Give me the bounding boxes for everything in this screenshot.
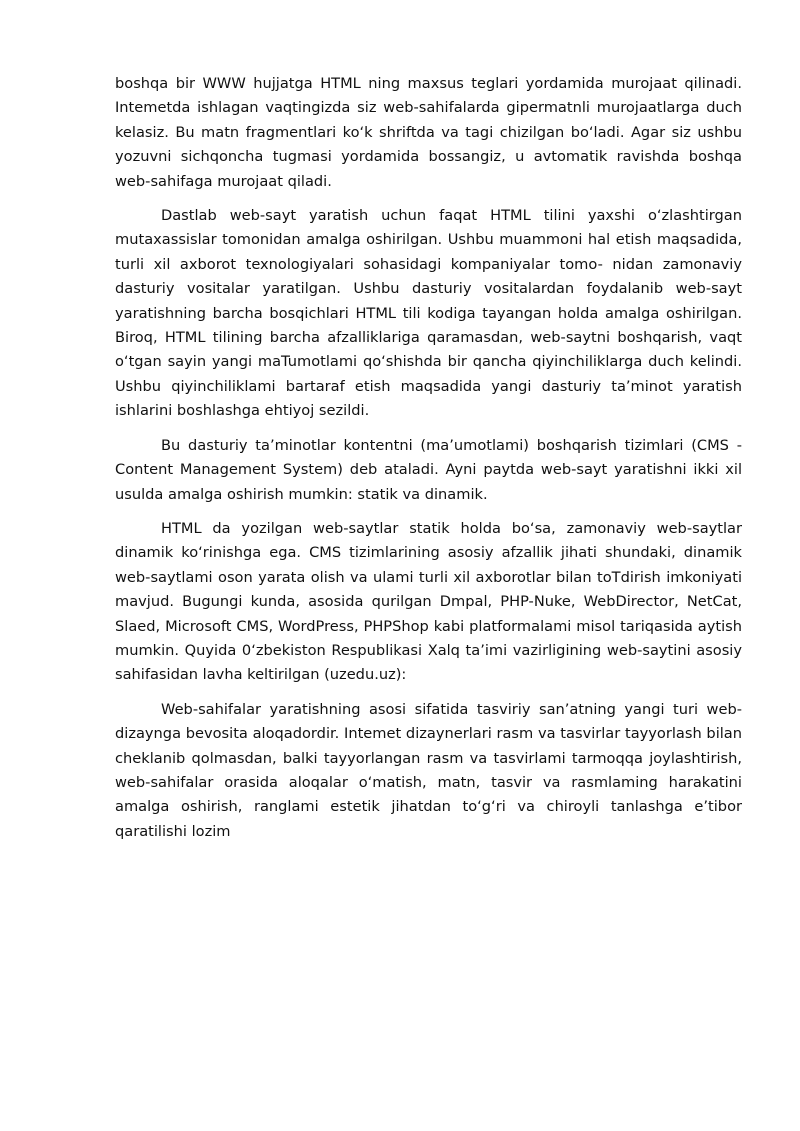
paragraph-web-design: Web-sahifalar yaratishning asosi sifatida tasviriy san’atning yangi turi web-dizaynga bevosita aloqadordir. Intemet dizaynerlari rasm va tasvirlar tayyorlash bilan cheklanib qolmasdan, balki tayyorlangan rasm va tasvirlami tarmoqqa joylashtirish, web-sahifalar orasida aloqalar o‘matish, matn, tasvir va rasmlaming harakatini amalga oshirish, ranglami estetik jihatdan to‘g‘ri va chiroyli tanlashga e’tibor qaratilishi lozim <box>115 700 742 840</box>
paragraph-static-dynamic: HTML da yozilgan web-saytlar statik holda bo‘sa, zamonaviy web-saytlar dinamik ko‘rinishga ega. CMS tizimlarining asosiy afzallik jihati shundaki, dinamik web-saytlami oson yarata olish va ulami turli xil axborotlar bilan toTdirish imkoniyati mavjud. Bugungi kunda, asosida qurilgan Dmpal, PHP-Nuke, WebDirector, NetCat, Slaed, Microsoft CMS, WordPress, PHPShop kabi platformalami misol tariqasida aytish mumkin. Quyida 0‘zbekiston Respublikasi Xalq ta’imi vazirligining web-saytini asosiy sahifasidan lavha keltirilgan (uzedu.uz): <box>115 519 742 684</box>
paragraph-cms-origin: Dastlab web-sayt yaratish uchun faqat HTML tilini yaxshi o‘zlashtirgan mutaxassislar tomonidan amalga oshirilgan. Ushbu muammoni hal etish maqsadida, turli xil axborot texnologiyalari sohasidagi kompaniyalar tomo- nidan zamonaviy dasturiy vositalar yaratilgan. Ushbu dasturiy vositalardan foydalanib web-sayt yaratishning barcha bosqichlari HTML tili kodiga tayangan holda amalga oshirilgan. Biroq, HTML tilining barcha afzalliklariga qaramasdan, web-saytni boshqarish, vaqt o‘tgan sayin yangi maTumotlami qo‘shishda bir qancha qiyinchiliklarga duch kelindi. Ushbu qiyinchiliklami bartaraf etish maqsadida yangi dasturiy ta’minot yaratish ishlarini boshlashga ehtiyoj sezildi. <box>115 207 742 420</box>
paragraph-cms-definition: Bu dasturiy ta’minotlar kontentni (ma’umotlami) boshqarish tizimlari (CMS - Content Management System) deb ataladi. Ayni paytda web-sayt yaratishni ikki xil usulda amalga oshirish mumkin: statik va dinamik. <box>115 436 742 503</box>
paragraph-continuation: boshqa bir WWW hujjatga HTML ning maxsus teglari yordamida murojaat qilinadi. Intemetda ishlagan vaqtingizda siz web-sahifalarda gipermatnli murojaatlarga duch kelasiz. Bu matn fragmentlari ko‘k shriftda va tagi chizilgan bo‘ladi. Agar siz ushbu yozuvni sichqoncha tugmasi yordamida bossangiz, u avtomatik ravishda boshqa web-sahifaga murojaat qiladi. <box>115 75 742 190</box>
document-body <box>115 72 742 854</box>
